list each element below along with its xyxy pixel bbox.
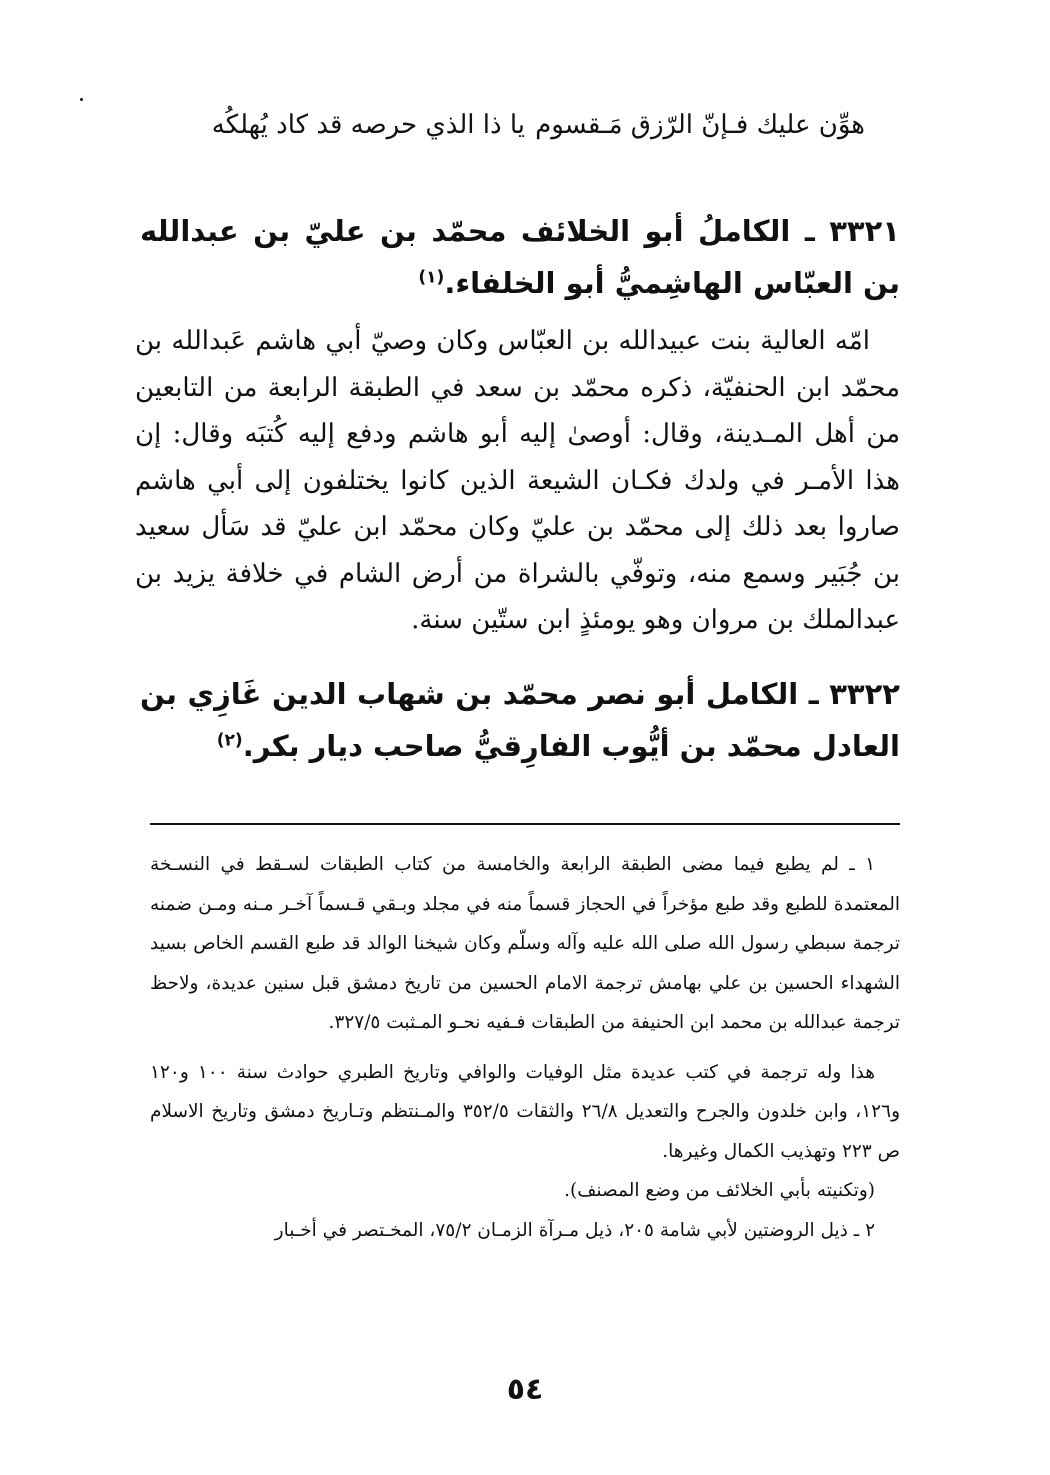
footnote-1-paragraph-3: (وتكنيته بأبي الخلائف من وضع المصنف). (564, 1180, 875, 1201)
footnote-ref-1[interactable]: (١) (418, 267, 445, 288)
footnote-1-paragraph-1: ١ ـ لم يطبع فيما مضى الطبقة الرابعة والخامسة من كتاب الطبقات لسـقط في النسـخة المعتمدة للطبع وقد طبع مؤخراً في الحجاز قسماً منه في مجلد وبـقي قـسماً آخـر مـنه ومـن ضمنه ترجمة سبطي رسول الله صلى الله عليه وآله وسلّم وكان شيخنا الوالد قد طبع القسم الخاص بسيد الشهداء الحسين بن علي بهامش ترجمة الامام الحسين من تاريخ دمشق قبل سنين عديدة، ولاحظ ترجمة عبدالله بن محمد ابن الحنيفة من الطبقات فـفيه نحـو المـثبت ٣٢٧/٥. (150, 854, 900, 1033)
entry-3322-heading (140, 668, 900, 772)
entry-3321-paragraph: امّه العالية بنت عبيدالله بن العبّاس وكان وصيّ أبي هاشم عَبدالله بن محمّد ابن الحنفيّة، ذكره محمّد بن سعد في الطبقة الرابعة من التابعين من أهل المـدينة، وقال: أوصىٰ إليه أبو هاشم ودفع إليه كُتبَه وقال: إن هذا الأمـر في ولدك فكـان الشيعة الذين كانوا يختلفون إلى أبي هاشم صاروا بعد ذلك إلى محمّد بن عليّ وكان محمّد ابن عليّ قد سَأل سعيد بن جُبَير وسمع منه، وتوفّي بالشراة من أرض الشام في خلافة يزيد بن عبدالملك بن مروان وهو يومئذٍ ابن ستّين سنة. (135, 326, 900, 635)
entry-3321-body (135, 318, 900, 644)
footnote-ref-2[interactable]: (٢) (216, 730, 243, 751)
verse-hemistich-left: هوِّن عليك فـإنّ الرّزق مَـقسوم (535, 110, 865, 140)
footnote-1-paragraph-2: هذا وله ترجمة في كتب عديدة مثل الوفيات والوافي وتاريخ الطبري حوادث سنة ١٠٠ و١٢٠ و١٢٦، وابن خلدون والجرح والتعديل ٢٦/٨ والثقات ٣٥٢/٥ والمـنتظم وتـاريخ دمشق وتاريخ الاسلام ص ٢٢٣ وتهذيب الكمال وغيرها. (150, 1061, 900, 1162)
entry-3321-heading (140, 205, 900, 309)
verse-hemistich-right: يا ذا الذي حرصه قد كاد يُهلكُه (211, 110, 525, 140)
page-number: ٥٤ (506, 1372, 544, 1407)
footnotes-section (150, 845, 900, 1250)
ink-speck (80, 98, 83, 101)
footnote-2: ٢ ـ ذيل الروضتين لأبي شامة ٢٠٥، ذيل مـرآة الزمـان ٧٥/٢، المخـتصر في أخـبار (274, 1219, 875, 1241)
footnote-separator (150, 823, 900, 825)
entry-3322-title: ٣٣٢٢ ـ الكامل أبو نصر محمّد بن شهاب الدين غَازِي بن العادل محمّد بن أيُّوب الفارِقيُّ صاحب ديار بكر. (140, 677, 900, 763)
entry-3321-title: ٣٣٢١ ـ الكاملُ أبو الخلائف محمّد بن عليّ بن عبدالله بن العبّاس الهاشِميُّ أبو الخلفاء. (140, 214, 900, 300)
